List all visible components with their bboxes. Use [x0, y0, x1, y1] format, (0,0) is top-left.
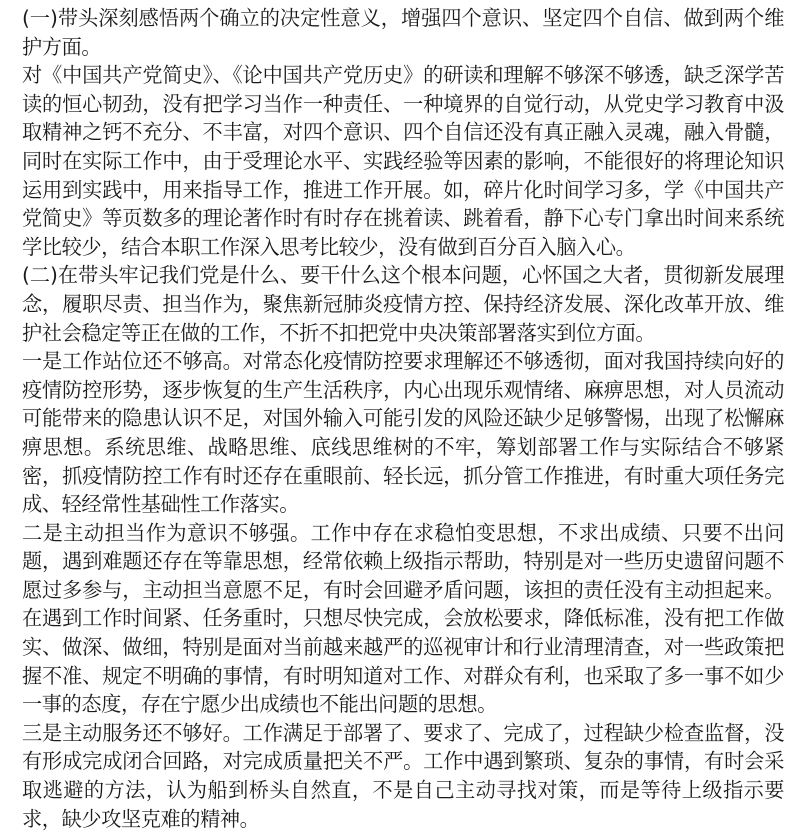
paragraph-point-3: 三是主动服务还不够好。工作满足于部署了、要求了、完成了，过程缺少检查监督，没有形成完成闭合回路，对完成质量把关不严。工作中遇到繁琐、复杂的事情，有时会采取逃避的方法，认为船到桥头自然直，不是自己主动寻找对策，而是等待上级指示要求，缺少攻坚克难的精神。 — [22, 720, 784, 831]
document-body — [22, 4, 784, 833]
paragraph-point-1: 一是工作站位还不够高。对常态化疫情防控要求理解还不够透彻，面对我国持续向好的疫情防控形势，逐步恢复的生产生活秩序，内心出现乐观情绪、麻痹思想，对人员流动可能带来的隐患认识不足，对国外输入可能引发的风险还缺少足够警惕，出现了松懈麻痹思想。系统思维、战略思维、底线思维树的不牢，筹划部署工作与实际结合不够紧密，抓疫情防控工作有时还存在重眼前、轻长远，抓分管工作推进，有时重大项任务完成、轻经常性基础性工作落实。 — [22, 349, 784, 517]
section-heading-1: (一)带头深刻感悟两个确立的决定性意义，增强四个意识、坚定四个自信、做到两个维护方面。 — [22, 6, 784, 59]
section-heading-2: (二)在带头牢记我们党是什么、要干什么这个根本问题，心怀国之大者，贯彻新发展理念，履职尽责、担当作为，聚焦新冠肺炎疫情方控、保持经济发展、深化改革开放、维护社会稳定等正在做的工作，不折不扣把党中央决策部署落实到位方面。 — [22, 263, 784, 345]
paragraph-study: 对《中国共产党简史》、《论中国共产党历史》的研读和理解不够深不够透，缺乏深学苦读的恒心韧劲，没有把学习当作一种责任、一种境界的自觉行动，从党史学习教育中汲取精神之钙不充分、不丰富，对四个意识、四个自信还没有真正融入灵魂，融入骨髓，同时在实际工作中，由于受理论水平、实践经验等因素的影响，不能很好的将理论知识运用到实践中，用来指导工作，推进工作开展。如，碎片化时间学习多，学《中国共产党简史》等页数多的理论著作时有时存在挑着读、跳着看，静下心专门拿出时间来系统学比较少，结合本职工作深入思考比较少，没有做到百分百入脑入心。 — [22, 63, 784, 259]
paragraph-point-2: 二是主动担当作为意识不够强。工作中存在求稳怕变思想，不求出成绩、只要不出问题，遇到难题还存在等靠思想，经常依赖上级指示帮助，特别是对一些历史遗留问题不愿过多参与，主动担当意愿不足，有时会回避矛盾问题，该担的责任没有主动担起来。在遇到工作时间紧、任务重时，只想尽快完成，会放松要求，降低标准，没有把工作做实、做深、做细，特别是面对当前越来越严的巡视审计和行业清理清查，对一些政策把握不准、规定不明确的事情，有时明知道对工作、对群众有利，也采取了多一事不如少一事的态度，存在宁愿少出成绩也不能出问题的思想。 — [22, 520, 784, 717]
